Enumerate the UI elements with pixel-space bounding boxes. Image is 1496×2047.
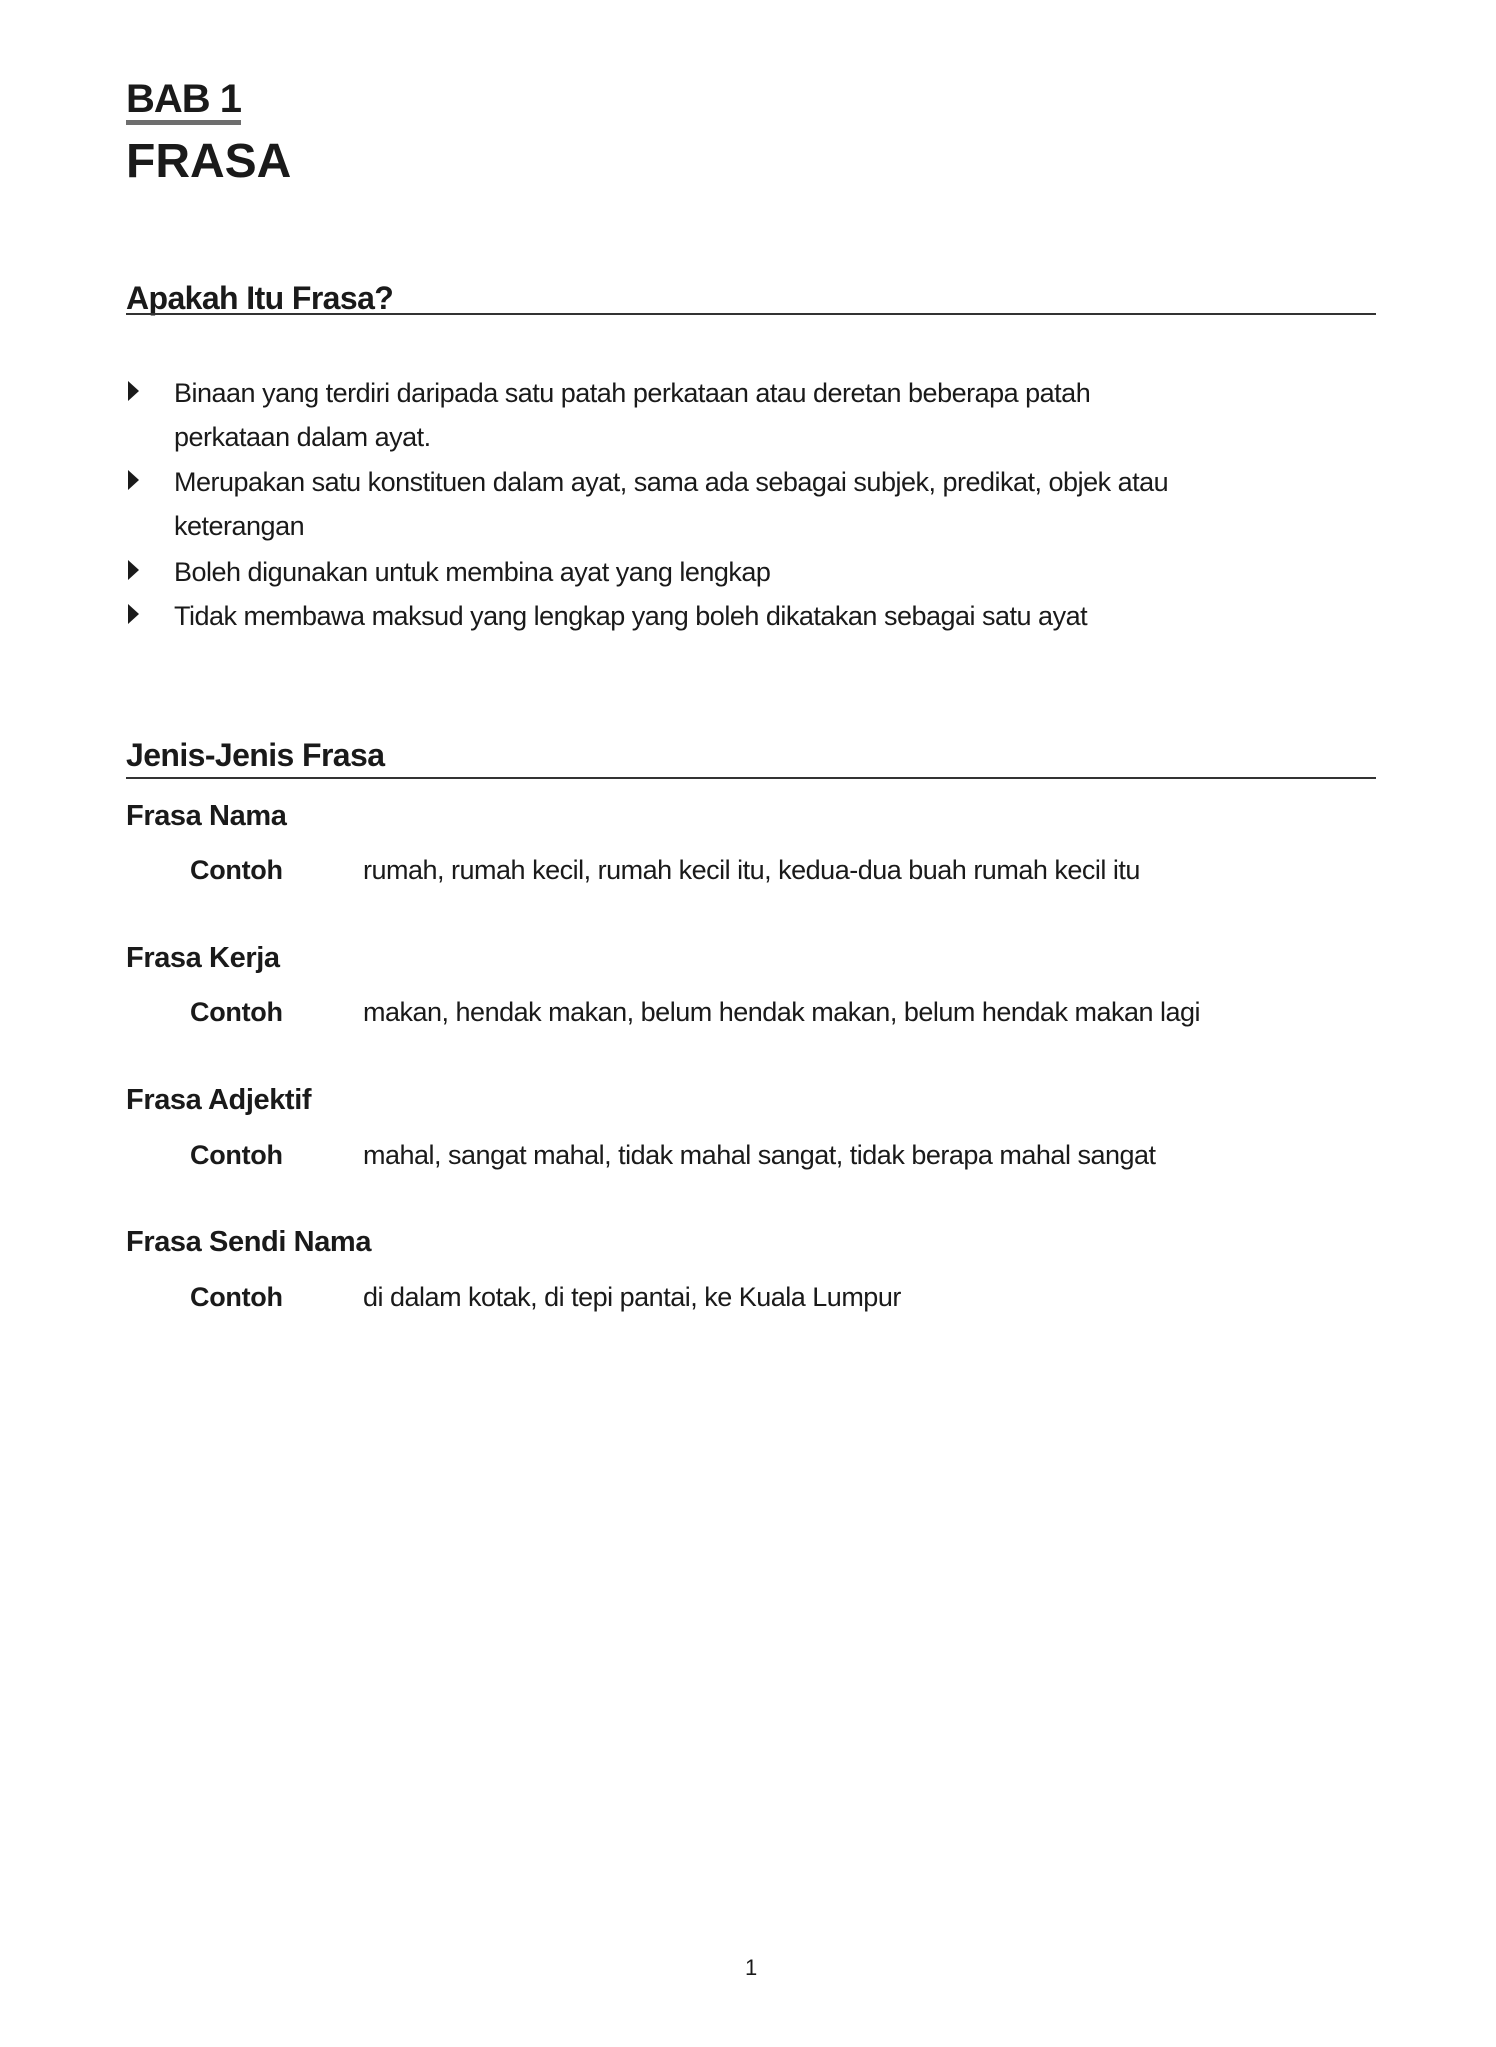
example-text: mahal, sangat mahal, tidak mahal sangat, tidak berapa mahal sangat [363,1140,1156,1170]
bullet-triangle-icon [128,381,139,401]
page-number: 1 [745,1955,758,1980]
bullet-text: Binaan yang terdiri daripada satu patah perkataan atau deretan beberapa patah [174,378,1091,408]
bullet-text: Merupakan satu konstituen dalam ayat, sama ada sebagai subjek, predikat, objek atau [174,467,1169,497]
section-heading: Apakah Itu Frasa? [126,280,394,316]
example-text: di dalam kotak, di tepi pantai, ke Kuala Lumpur [363,1282,901,1312]
bullet-triangle-icon [128,470,139,490]
bullet-text: perkataan dalam ayat. [174,422,431,452]
bullet-text: Tidak membawa maksud yang lengkap yang boleh dikatakan sebagai satu ayat [174,601,1088,631]
phrase-type-name: Frasa Nama [126,800,287,832]
example-text: rumah, rumah kecil, rumah kecil itu, kedua-dua buah rumah kecil itu [363,855,1140,885]
bullet-text: Boleh digunakan untuk membina ayat yang lengkap [174,557,771,587]
bullet-text: keterangan [174,511,305,541]
bullet-triangle-icon [128,560,139,580]
example-text: makan, hendak makan, belum hendak makan, belum hendak makan lagi [363,997,1201,1027]
chapter-title: FRASA [126,135,292,188]
phrase-type-name: Frasa Adjektif [126,1084,312,1116]
chapter-label: BAB 1 [126,80,241,125]
example-label: Contoh [190,1282,283,1312]
example-label: Contoh [190,1140,283,1170]
phrase-type-name: Frasa Kerja [126,942,280,974]
section-heading: Jenis-Jenis Frasa [126,737,385,773]
bullet-triangle-icon [128,604,139,624]
divider [126,777,1376,779]
divider [126,313,1376,315]
example-label: Contoh [190,997,283,1027]
phrase-type-name: Frasa Sendi Nama [126,1226,372,1258]
example-label: Contoh [190,855,283,885]
